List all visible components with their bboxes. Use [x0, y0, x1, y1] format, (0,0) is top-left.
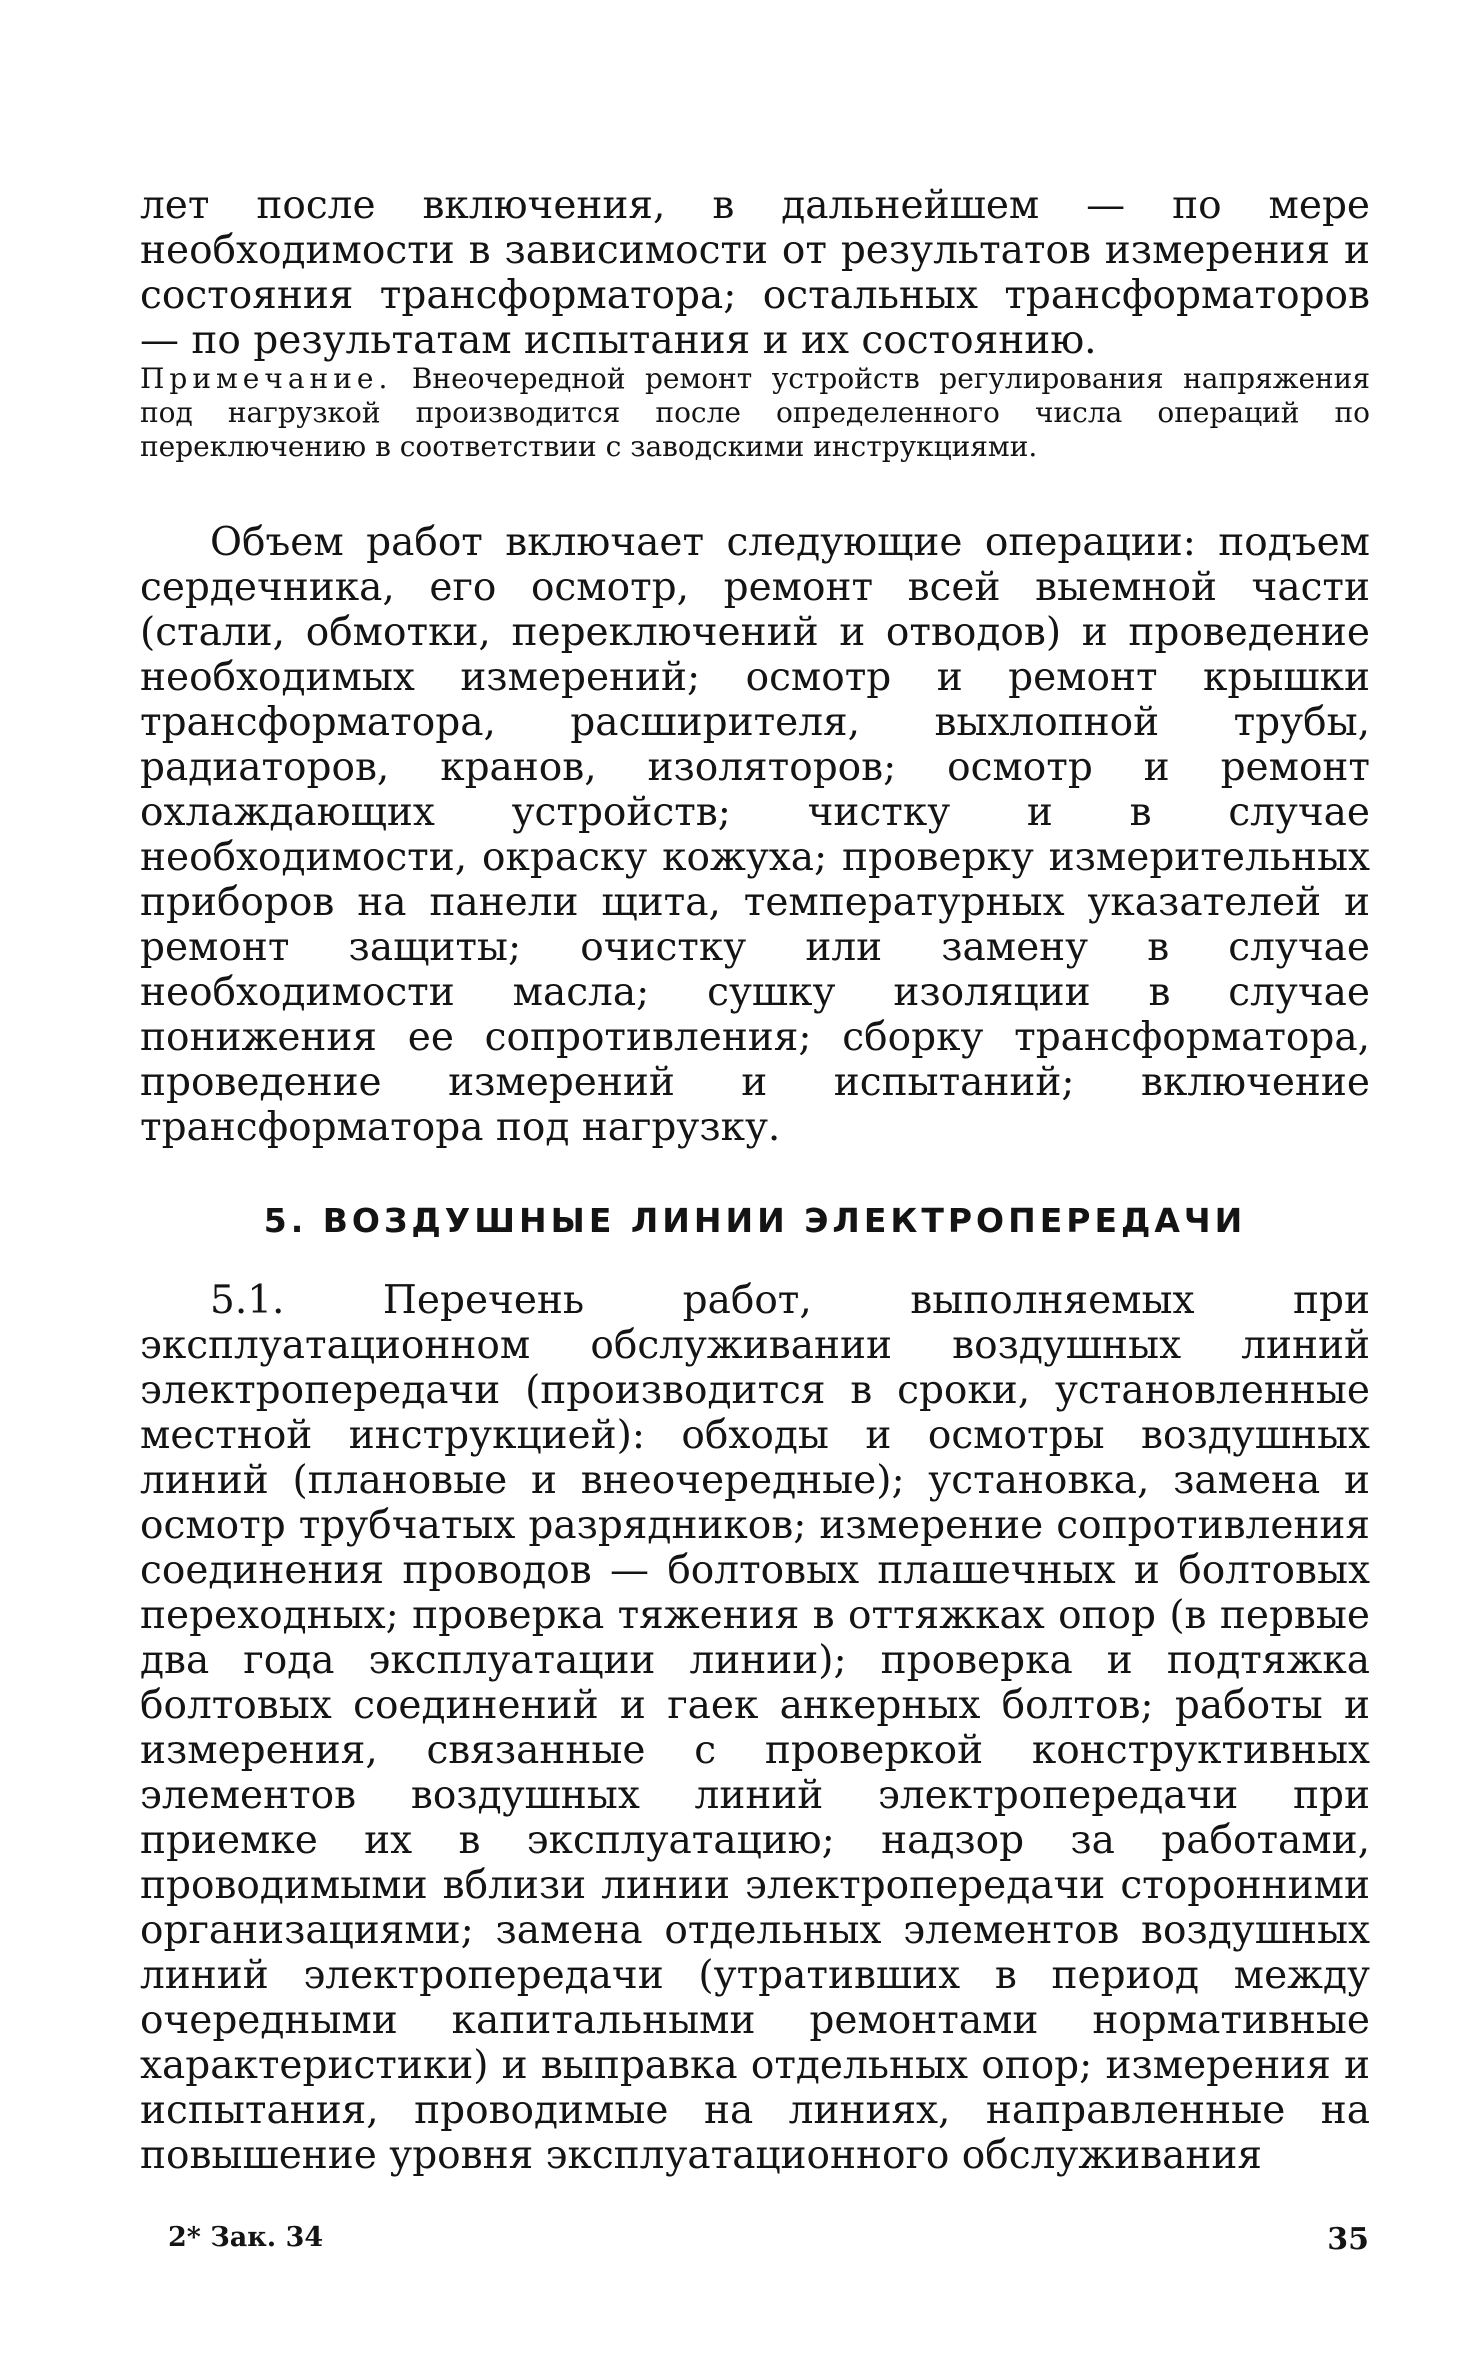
paragraph-scope-of-work: Объем работ включает следующие операции: подъем сердечника, его осмотр, ремонт всей выемной части (стали, обмотки, переключений и отводов) и проведение необходимых измерений; осмотр и ремонт крышки трансформатора, расширителя, выхлопной трубы, радиаторов, кранов, изоляторов; осмотр и ремонт охлаждающих устройств; чистку и в случае необходимости, окраску кожуха; проверку измерительных приборов на панели щита, температурных указателей и ремонт защиты; очистку или замену в случае необходимости масла; сушку изоляции в случае понижения ее сопротивления; сборку трансформатора, проведение измерений и испытаний; включение трансформатора под нагрузку. — [140, 520, 1370, 1150]
note — [140, 362, 1370, 464]
printer-signature: 2* Зак. 34 — [168, 2222, 324, 2253]
section-heading: 5. ВОЗДУШНЫЕ ЛИНИИ ЭЛЕКТРОПЕРЕДАЧИ — [263, 1201, 1247, 1240]
paragraph-5-1: 5.1. Перечень работ, выполняемых при эксплуатационном обслуживании воздушных линий электропередачи (производится в сроки, установленные местной инструкцией): обходы и осмотры воздушных линий (плановые и внеочередные); установка, замена и осмотр трубчатых разрядников; измерение сопротивления соединения проводов — болтовых плашечных и болтовых переходных; проверка тяжения в оттяжках опор (в первые два года эксплуатации линии); проверка и подтяжка болтовых соединений и гаек анкерных болтов; работы и измерения, связанные с проверкой конструктивных элементов воздушных линий электропередачи при приемке их в эксплуатацию; надзор за работами, проводимыми вблизи линии электропередачи сторонними организациями; замена отдельных элементов воздушных линий электропередачи (утративших в период между очередными капитальными ремонтами нормативные характеристики) и выправка отдельных опор; измерения и испытания, проводимые на линиях, направленные на повышение уровня эксплуатационного обслуживания — [140, 1278, 1370, 2178]
page-number: 35 — [1327, 2222, 1369, 2257]
note-text: Внеочередной ремонт устройств регулирования напряжения под нагрузкой производится после определенного числа операций по переключению в соответствии с заводскими инструкциями. — [140, 362, 1371, 463]
paragraph-continuation: лет после включения, в дальнейшем — по мере необходимости в зависимости от результатов измерения и состояния трансформатора; остальных трансформаторов — по результатам испытания и их состоянию. — [140, 183, 1370, 363]
note-label: Примечание. — [140, 362, 393, 395]
